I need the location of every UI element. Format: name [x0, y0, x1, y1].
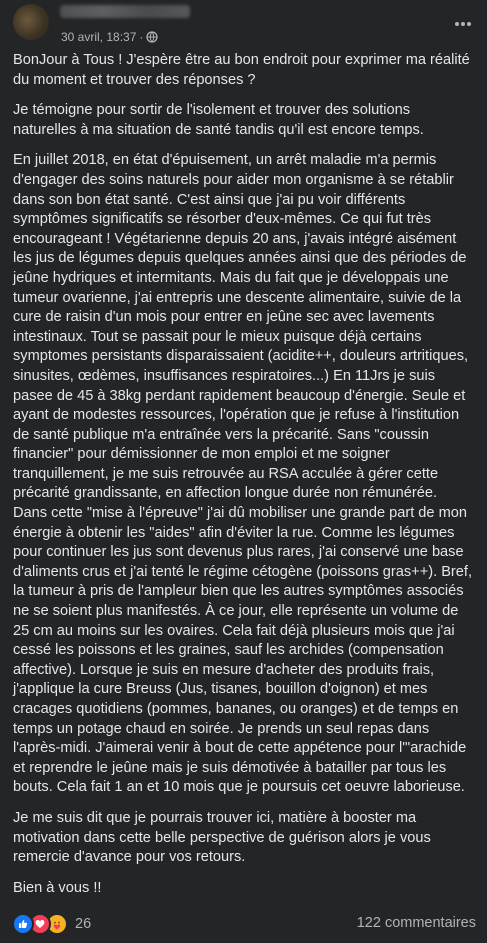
- more-options-button[interactable]: [450, 10, 476, 36]
- post-footer: [0, 911, 487, 941]
- post-timestamp[interactable]: 30 avril, 18:37: [61, 30, 137, 44]
- post-paragraph: Bien à vous !!: [13, 879, 102, 896]
- more-horizontal-icon: [454, 14, 472, 32]
- post-meta: [61, 30, 158, 46]
- reactions-summary[interactable]: [12, 913, 91, 935]
- post-paragraph: Je témoigne pour sortir de l'isolement et trouver des solutions naturelles à ma situation de santé tandis qu'il est encore temps.: [13, 102, 424, 138]
- post-paragraph: Je me suis dit que je pourrais trouver ici, matière à booster ma motivation dans cette belle perspective de guérison alors je vous remercie d'avance pour vos retours.: [13, 809, 431, 866]
- reaction-count: 26: [75, 916, 92, 932]
- like-icon: [12, 913, 34, 935]
- comments-link[interactable]: 122 commentaires: [356, 915, 476, 931]
- post-body: [13, 51, 475, 909]
- author-avatar[interactable]: [13, 4, 49, 40]
- post-paragraph: BonJour à Tous ! J'espère être au bon endroit pour exprimer ma réalité du moment et trouver des réponses ?: [13, 52, 470, 88]
- post-paragraph: En juillet 2018, en état d'épuisement, un arrêt maladie m'a permis d'engager des soins naturels pour aider mon organisme à se rétablir dans son bon état santé. C'est ainsi que j'ai pu voir différents symptômes significatifs se résorber d'eux-mêmes. Ce qui fut très encourageant ! Végétarienne depuis 20 ans, j'avais intégré aisément les jus de légumes depuis quelques années ainsi que des périodes de jeûne hydriques et intermitants. Mais du fait que je développais une tumeur ovarienne, j'ai entrepris une descente alimentaire, suivie de la cure de raisin d'un mois pour entrer en jeûne sec avec lavements intestinaux. Tout se passait pour le mieux puisque déjà certains symptomes persistants disparaissaient (acidite++, douleurs artritiques, sinusites, œdèmes, insuffisances respiratoires...) En 11Jrs je suis pasee de 45 à 38kg perdant rapidement beaucoup d'énergie. Seule et ayant de modestes ressources, l'opération que je refuse à l'institution de santé publique m'a entraînée vers la précarité. Sans "coussin financier" pour démissionner de mon emploi et me soigner tranquillement, je me suis retrouvée au RSA acculée à gérer cette précarité grandissante, en affection longue durée non rémunérée. Dans cette "mise à l'épreuve" j'ai dû mobiliser une grande part de mon énergie à obtenir les "aides" afin d'éviter la rue. Comme les légumes pour continuer les jus sont devenus plus rares, j'ai conservé une base d'aliments crus et j'ai tenté le régime cétogène (poissons gras++). Bref, la tumeur à pris de l'ampleur bien que les autres symptômes associés ne se soient plus manifestés. À ce jour, elle représente un volume de 25 cm au moins sur les ovaires. Cela fait déjà plusieurs mois que j'ai cessé les poissons et les graines, sauf les archides (compensation affective). Lorsque je suis en mesure d'acheter des produits frais, j'applique la cure Breuss (Jus, tisanes, bouillon d'oignon) et mes cracages quotidiens (pommes, bananes, ou oranges) et de temps en temps un potage chaud en soirée. Je prends un seul repas dans l'après-midi. J'aimerai venir à bout de cette appétence pour l'"arachide et reprendre le jeûne mais je suis démotivée à batailler par tous les bouts. Cela fait 1 an et 10 mois que je poursuis cet oeuvre laborieuse.: [13, 152, 473, 796]
- post-header: [0, 0, 487, 50]
- meta-separator: ·: [139, 30, 144, 44]
- globe-icon: [146, 31, 158, 46]
- author-name-blurred[interactable]: [60, 5, 190, 18]
